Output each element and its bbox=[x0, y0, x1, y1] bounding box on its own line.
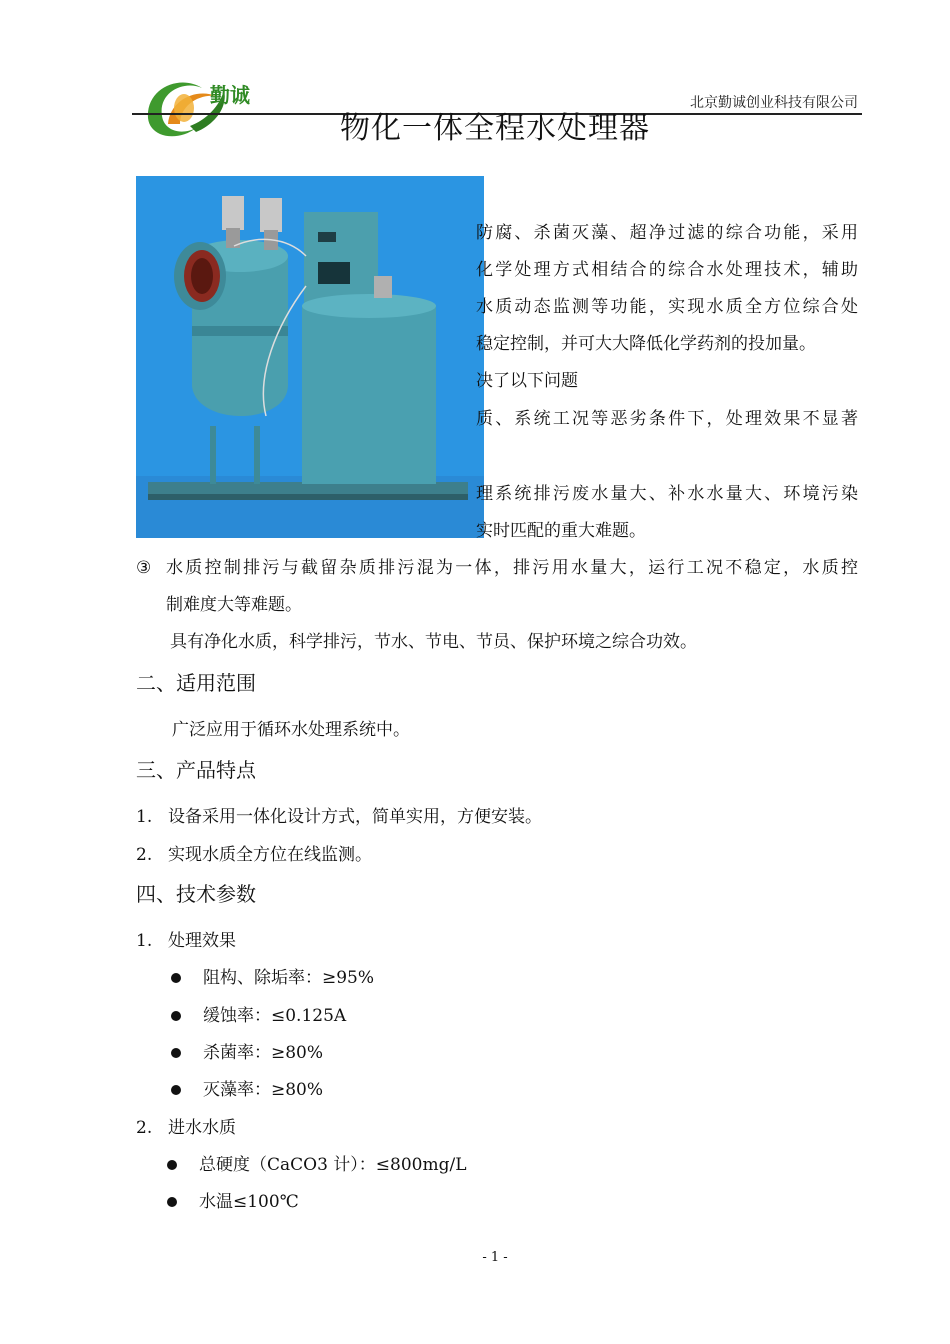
param-item: 杀菌率：≥80% bbox=[203, 1043, 324, 1063]
intro-line: 理系统排污废水量大、补水水量大、环境污染 bbox=[476, 484, 858, 504]
param-title: 进水水质 bbox=[168, 1118, 236, 1138]
list-number: 2. bbox=[136, 1118, 153, 1138]
param-item: 总硬度（CaCO3 计）：≤800mg/L bbox=[199, 1155, 467, 1175]
intro-line: 质、系统工况等恶劣条件下，处理效果不显著 bbox=[476, 409, 858, 429]
page-title: 物化一体全程水处理器 bbox=[340, 111, 650, 146]
list-number: 2. bbox=[136, 845, 153, 865]
param-title: 处理效果 bbox=[168, 931, 236, 951]
bullet-icon bbox=[171, 1011, 181, 1021]
section-heading: 三、产品特点 bbox=[136, 758, 256, 782]
scope-text: 广泛应用于循环水处理系统中。 bbox=[172, 720, 410, 740]
list-marker: ③ bbox=[136, 558, 152, 578]
problem-text: 制难度大等难题。 bbox=[166, 595, 302, 615]
list-number: 1. bbox=[136, 807, 153, 827]
intro-line: 决了以下问题 bbox=[476, 371, 578, 391]
param-item: 阻构、除垢率：≥95% bbox=[203, 968, 375, 988]
intro-line: 化学处理方式相结合的综合水处理技术，辅助 bbox=[476, 260, 858, 280]
product-photo bbox=[136, 176, 484, 538]
page-number: - 1 - bbox=[482, 1250, 508, 1265]
param-item: 灭藻率：≥80% bbox=[203, 1080, 324, 1100]
feature-text: 实现水质全方位在线监测。 bbox=[168, 845, 372, 865]
intro-line: 防腐、杀菌灭藻、超净过滤的综合功能，采用 bbox=[476, 223, 858, 243]
section-heading: 二、适用范围 bbox=[136, 671, 256, 695]
company-name: 北京勤诚创业科技有限公司 bbox=[690, 95, 858, 111]
problem-text: 水质控制排污与截留杂质排污混为一体，排污用水量大，运行工况不稳定，水质控 bbox=[166, 558, 858, 578]
param-item: 缓蚀率：≤0.125A bbox=[203, 1006, 347, 1026]
feature-text: 设备采用一体化设计方式，简单实用，方便安装。 bbox=[168, 807, 542, 827]
bullet-icon bbox=[171, 973, 181, 983]
intro-line: 实时匹配的重大难题。 bbox=[476, 521, 646, 541]
logo-text: 勤诚 bbox=[210, 83, 250, 107]
summary-text: 具有净化水质，科学排污，节水、节电、节员、保护环境之综合功效。 bbox=[170, 632, 697, 652]
bullet-icon bbox=[171, 1085, 181, 1095]
list-number: 1. bbox=[136, 931, 153, 951]
section-heading: 四、技术参数 bbox=[136, 882, 256, 906]
bullet-icon bbox=[167, 1197, 177, 1207]
bullet-icon bbox=[171, 1048, 181, 1058]
intro-line: 稳定控制，并可大大降低化学药剂的投加量。 bbox=[476, 334, 816, 354]
intro-line: 水质动态监测等功能，实现水质全方位综合处 bbox=[476, 297, 858, 317]
bullet-icon bbox=[167, 1160, 177, 1170]
param-item: 水温≤100℃ bbox=[199, 1192, 299, 1212]
